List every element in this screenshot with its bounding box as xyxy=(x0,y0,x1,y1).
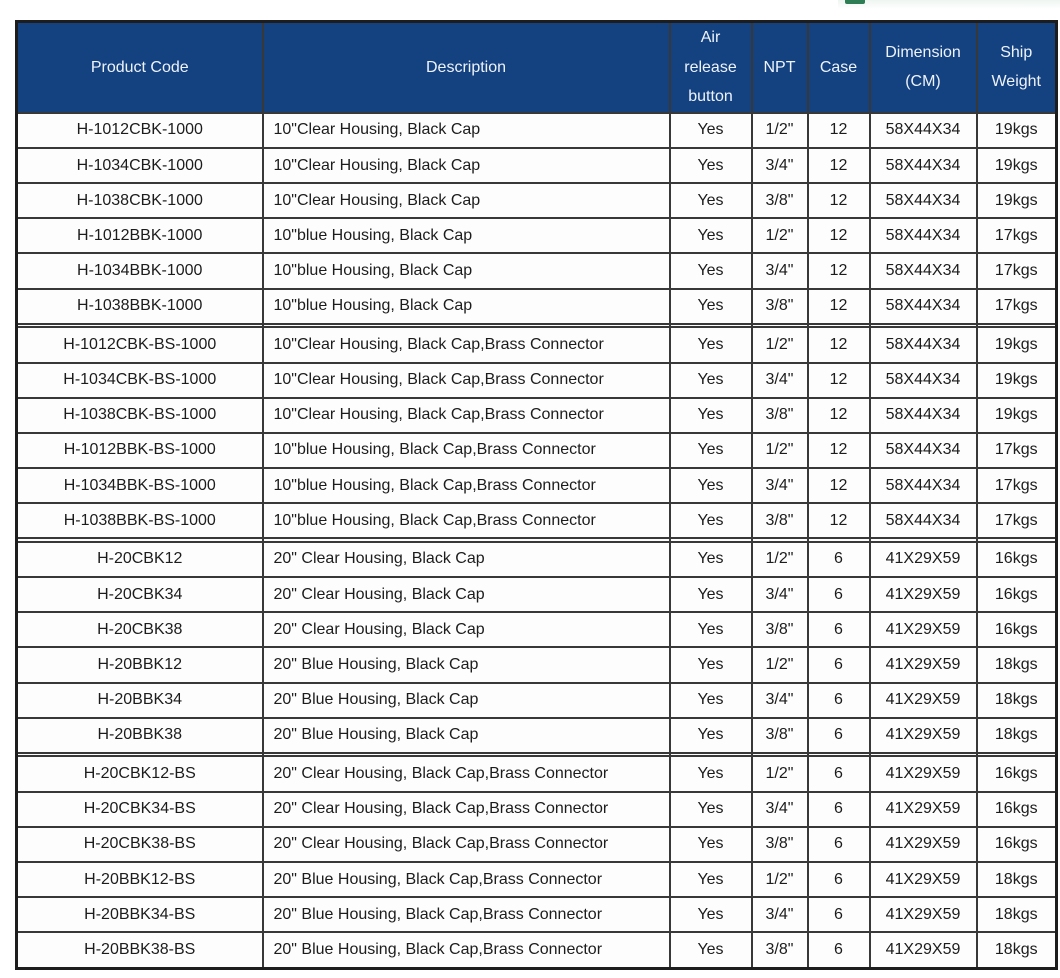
cell-dimension: 58X44X34 xyxy=(870,398,977,433)
cell-weight: 19kgs xyxy=(977,363,1057,398)
table-row xyxy=(17,683,1057,718)
cell-npt: 3/8" xyxy=(752,398,808,433)
table-row xyxy=(17,827,1057,862)
cell-weight: 17kgs xyxy=(977,433,1057,468)
cell-dimension: 58X44X34 xyxy=(870,113,977,148)
cell-description: 20" Clear Housing, Black Cap,Brass Connector xyxy=(263,756,670,791)
cell-description: 20" Clear Housing, Black Cap xyxy=(263,542,670,577)
column-header-weight: Ship Weight xyxy=(977,22,1057,113)
cell-description: 20" Clear Housing, Black Cap xyxy=(263,577,670,612)
cell-weight: 16kgs xyxy=(977,792,1057,827)
table-row xyxy=(17,113,1057,148)
table-row xyxy=(17,468,1057,503)
cell-code: H-20BBK34-BS xyxy=(17,897,263,932)
cell-description: 20" Clear Housing, Black Cap,Brass Connector xyxy=(263,827,670,862)
cell-case: 6 xyxy=(808,612,870,647)
table-row xyxy=(17,647,1057,682)
cell-description: 10"Clear Housing, Black Cap,Brass Connector xyxy=(263,363,670,398)
cell-dimension: 41X29X59 xyxy=(870,647,977,682)
cell-npt: 3/8" xyxy=(752,183,808,218)
table-row xyxy=(17,718,1057,753)
cell-dimension: 58X44X34 xyxy=(870,363,977,398)
cell-case: 12 xyxy=(808,433,870,468)
cell-npt: 3/4" xyxy=(752,363,808,398)
cell-npt: 3/4" xyxy=(752,792,808,827)
cropped-green-element xyxy=(845,0,865,4)
cell-dimension: 41X29X59 xyxy=(870,792,977,827)
cell-air: Yes xyxy=(670,113,752,148)
cell-weight: 16kgs xyxy=(977,612,1057,647)
cell-code: H-1012CBK-1000 xyxy=(17,113,263,148)
cell-code: H-20BBK12-BS xyxy=(17,862,263,897)
cell-air: Yes xyxy=(670,433,752,468)
cell-weight: 19kgs xyxy=(977,398,1057,433)
cell-air: Yes xyxy=(670,398,752,433)
cell-description: 20" Clear Housing, Black Cap,Brass Connector xyxy=(263,792,670,827)
cell-description: 10"Clear Housing, Black Cap,Brass Connector xyxy=(263,398,670,433)
table-row xyxy=(17,433,1057,468)
cell-code: H-20CBK38-BS xyxy=(17,827,263,862)
cell-dimension: 41X29X59 xyxy=(870,718,977,753)
cell-code: H-1034CBK-BS-1000 xyxy=(17,363,263,398)
cell-description: 10"blue Housing, Black Cap xyxy=(263,218,670,253)
cell-dimension: 41X29X59 xyxy=(870,862,977,897)
cell-description: 20" Clear Housing, Black Cap xyxy=(263,612,670,647)
column-header-code: Product Code xyxy=(17,22,263,113)
cell-npt: 1/2" xyxy=(752,756,808,791)
cell-case: 12 xyxy=(808,468,870,503)
cell-description: 10"blue Housing, Black Cap,Brass Connector xyxy=(263,503,670,538)
cell-npt: 3/8" xyxy=(752,932,808,968)
cell-description: 20" Blue Housing, Black Cap,Brass Connector xyxy=(263,862,670,897)
cell-npt: 3/8" xyxy=(752,289,808,324)
table-row xyxy=(17,577,1057,612)
cell-dimension: 58X44X34 xyxy=(870,183,977,218)
cell-npt: 1/2" xyxy=(752,218,808,253)
cell-weight: 16kgs xyxy=(977,542,1057,577)
cell-weight: 16kgs xyxy=(977,756,1057,791)
cell-weight: 18kgs xyxy=(977,718,1057,753)
table-row xyxy=(17,327,1057,362)
cell-code: H-20CBK12-BS xyxy=(17,756,263,791)
cell-description: 10"blue Housing, Black Cap xyxy=(263,253,670,288)
column-header-case: Case xyxy=(808,22,870,113)
cell-code: H-1038CBK-1000 xyxy=(17,183,263,218)
column-header-npt: NPT xyxy=(752,22,808,113)
cell-weight: 17kgs xyxy=(977,289,1057,324)
table-row xyxy=(17,289,1057,324)
cell-case: 6 xyxy=(808,577,870,612)
table-body xyxy=(17,113,1057,969)
cell-description: 10"Clear Housing, Black Cap xyxy=(263,113,670,148)
cell-weight: 18kgs xyxy=(977,862,1057,897)
cell-description: 10"blue Housing, Black Cap,Brass Connector xyxy=(263,468,670,503)
table-row xyxy=(17,932,1057,968)
cell-case: 12 xyxy=(808,289,870,324)
cell-dimension: 58X44X34 xyxy=(870,468,977,503)
cell-case: 12 xyxy=(808,398,870,433)
cell-weight: 19kgs xyxy=(977,148,1057,183)
cell-code: H-20BBK38 xyxy=(17,718,263,753)
cell-air: Yes xyxy=(670,897,752,932)
cell-code: H-20CBK34-BS xyxy=(17,792,263,827)
cell-weight: 19kgs xyxy=(977,113,1057,148)
table-row xyxy=(17,148,1057,183)
cell-weight: 18kgs xyxy=(977,897,1057,932)
cell-code: H-20BBK38-BS xyxy=(17,932,263,968)
cell-air: Yes xyxy=(670,183,752,218)
cell-npt: 3/4" xyxy=(752,577,808,612)
cell-description: 20" Blue Housing, Black Cap xyxy=(263,683,670,718)
table-row xyxy=(17,897,1057,932)
cell-weight: 19kgs xyxy=(977,327,1057,362)
column-header-air: Air release button xyxy=(670,22,752,113)
cell-description: 10"Clear Housing, Black Cap xyxy=(263,183,670,218)
table-row xyxy=(17,218,1057,253)
cell-case: 6 xyxy=(808,647,870,682)
cell-air: Yes xyxy=(670,862,752,897)
cell-weight: 19kgs xyxy=(977,183,1057,218)
cell-weight: 16kgs xyxy=(977,827,1057,862)
cell-case: 12 xyxy=(808,218,870,253)
cell-dimension: 41X29X59 xyxy=(870,542,977,577)
cell-description: 10"Clear Housing, Black Cap xyxy=(263,148,670,183)
cell-code: H-1012BBK-BS-1000 xyxy=(17,433,263,468)
cell-case: 12 xyxy=(808,327,870,362)
cell-dimension: 41X29X59 xyxy=(870,897,977,932)
header-row xyxy=(17,22,1057,113)
cell-air: Yes xyxy=(670,932,752,968)
cell-npt: 3/8" xyxy=(752,612,808,647)
cell-weight: 17kgs xyxy=(977,253,1057,288)
cell-code: H-20BBK34 xyxy=(17,683,263,718)
cell-air: Yes xyxy=(670,363,752,398)
cell-weight: 18kgs xyxy=(977,683,1057,718)
cell-air: Yes xyxy=(670,792,752,827)
cell-weight: 18kgs xyxy=(977,932,1057,968)
cell-npt: 1/2" xyxy=(752,862,808,897)
cell-npt: 1/2" xyxy=(752,542,808,577)
cell-dimension: 41X29X59 xyxy=(870,932,977,968)
cell-description: 20" Blue Housing, Black Cap xyxy=(263,647,670,682)
cell-air: Yes xyxy=(670,718,752,753)
cell-code: H-1012CBK-BS-1000 xyxy=(17,327,263,362)
cell-dimension: 41X29X59 xyxy=(870,612,977,647)
cell-npt: 3/4" xyxy=(752,468,808,503)
cell-air: Yes xyxy=(670,827,752,862)
cell-case: 6 xyxy=(808,932,870,968)
cell-case: 6 xyxy=(808,862,870,897)
cell-code: H-20BBK12 xyxy=(17,647,263,682)
cell-description: 10"blue Housing, Black Cap,Brass Connector xyxy=(263,433,670,468)
table-row xyxy=(17,183,1057,218)
cell-case: 12 xyxy=(808,148,870,183)
cell-code: H-20CBK34 xyxy=(17,577,263,612)
cell-weight: 16kgs xyxy=(977,577,1057,612)
table-row xyxy=(17,253,1057,288)
cell-dimension: 58X44X34 xyxy=(870,289,977,324)
cell-air: Yes xyxy=(670,612,752,647)
cell-description: 10"blue Housing, Black Cap xyxy=(263,289,670,324)
table-row xyxy=(17,862,1057,897)
cell-air: Yes xyxy=(670,218,752,253)
table-row xyxy=(17,363,1057,398)
cell-npt: 3/4" xyxy=(752,148,808,183)
cell-code: H-20CBK12 xyxy=(17,542,263,577)
cell-description: 20" Blue Housing, Black Cap,Brass Connector xyxy=(263,932,670,968)
cell-case: 12 xyxy=(808,503,870,538)
column-header-dimension: Dimension (CM) xyxy=(870,22,977,113)
cell-air: Yes xyxy=(670,577,752,612)
cell-description: 20" Blue Housing, Black Cap xyxy=(263,718,670,753)
cell-npt: 1/2" xyxy=(752,113,808,148)
cell-code: H-1034BBK-1000 xyxy=(17,253,263,288)
cell-npt: 3/4" xyxy=(752,683,808,718)
cell-case: 12 xyxy=(808,183,870,218)
cell-weight: 17kgs xyxy=(977,503,1057,538)
cell-air: Yes xyxy=(670,542,752,577)
cell-dimension: 41X29X59 xyxy=(870,827,977,862)
cell-npt: 3/4" xyxy=(752,253,808,288)
cell-case: 6 xyxy=(808,683,870,718)
column-header-description: Description xyxy=(263,22,670,113)
cell-dimension: 58X44X34 xyxy=(870,433,977,468)
cell-weight: 17kgs xyxy=(977,218,1057,253)
cell-npt: 3/8" xyxy=(752,503,808,538)
cell-case: 12 xyxy=(808,113,870,148)
cell-dimension: 41X29X59 xyxy=(870,756,977,791)
cell-weight: 18kgs xyxy=(977,647,1057,682)
cell-air: Yes xyxy=(670,468,752,503)
cell-code: H-1012BBK-1000 xyxy=(17,218,263,253)
cell-case: 12 xyxy=(808,253,870,288)
cell-air: Yes xyxy=(670,148,752,183)
cell-dimension: 41X29X59 xyxy=(870,577,977,612)
product-spec-table xyxy=(15,20,1058,970)
cell-code: H-1034CBK-1000 xyxy=(17,148,263,183)
cell-description: 10"Clear Housing, Black Cap,Brass Connector xyxy=(263,327,670,362)
cell-dimension: 41X29X59 xyxy=(870,683,977,718)
cell-code: H-1038BBK-1000 xyxy=(17,289,263,324)
cell-case: 6 xyxy=(808,897,870,932)
cell-air: Yes xyxy=(670,327,752,362)
cell-dimension: 58X44X34 xyxy=(870,148,977,183)
table-row xyxy=(17,792,1057,827)
cell-dimension: 58X44X34 xyxy=(870,327,977,362)
cell-case: 6 xyxy=(808,792,870,827)
cell-air: Yes xyxy=(670,756,752,791)
cell-npt: 3/8" xyxy=(752,718,808,753)
cell-air: Yes xyxy=(670,683,752,718)
cell-case: 12 xyxy=(808,363,870,398)
cell-code: H-20CBK38 xyxy=(17,612,263,647)
cell-case: 6 xyxy=(808,542,870,577)
cell-air: Yes xyxy=(670,253,752,288)
cell-npt: 1/2" xyxy=(752,433,808,468)
cell-code: H-1038BBK-BS-1000 xyxy=(17,503,263,538)
cell-npt: 3/4" xyxy=(752,897,808,932)
cell-air: Yes xyxy=(670,647,752,682)
cell-dimension: 58X44X34 xyxy=(870,503,977,538)
cell-air: Yes xyxy=(670,503,752,538)
cell-npt: 1/2" xyxy=(752,327,808,362)
table-row xyxy=(17,542,1057,577)
cell-case: 6 xyxy=(808,718,870,753)
top-edge-tint xyxy=(838,0,1060,9)
cell-air: Yes xyxy=(670,289,752,324)
cell-dimension: 58X44X34 xyxy=(870,218,977,253)
table-row xyxy=(17,398,1057,433)
cell-weight: 17kgs xyxy=(977,468,1057,503)
table-row xyxy=(17,612,1057,647)
cell-case: 6 xyxy=(808,827,870,862)
cell-code: H-1038CBK-BS-1000 xyxy=(17,398,263,433)
cell-code: H-1034BBK-BS-1000 xyxy=(17,468,263,503)
table-row xyxy=(17,756,1057,791)
cell-npt: 1/2" xyxy=(752,647,808,682)
cell-description: 20" Blue Housing, Black Cap,Brass Connector xyxy=(263,897,670,932)
cell-dimension: 58X44X34 xyxy=(870,253,977,288)
cell-case: 6 xyxy=(808,756,870,791)
cell-npt: 3/8" xyxy=(752,827,808,862)
table-row xyxy=(17,503,1057,538)
